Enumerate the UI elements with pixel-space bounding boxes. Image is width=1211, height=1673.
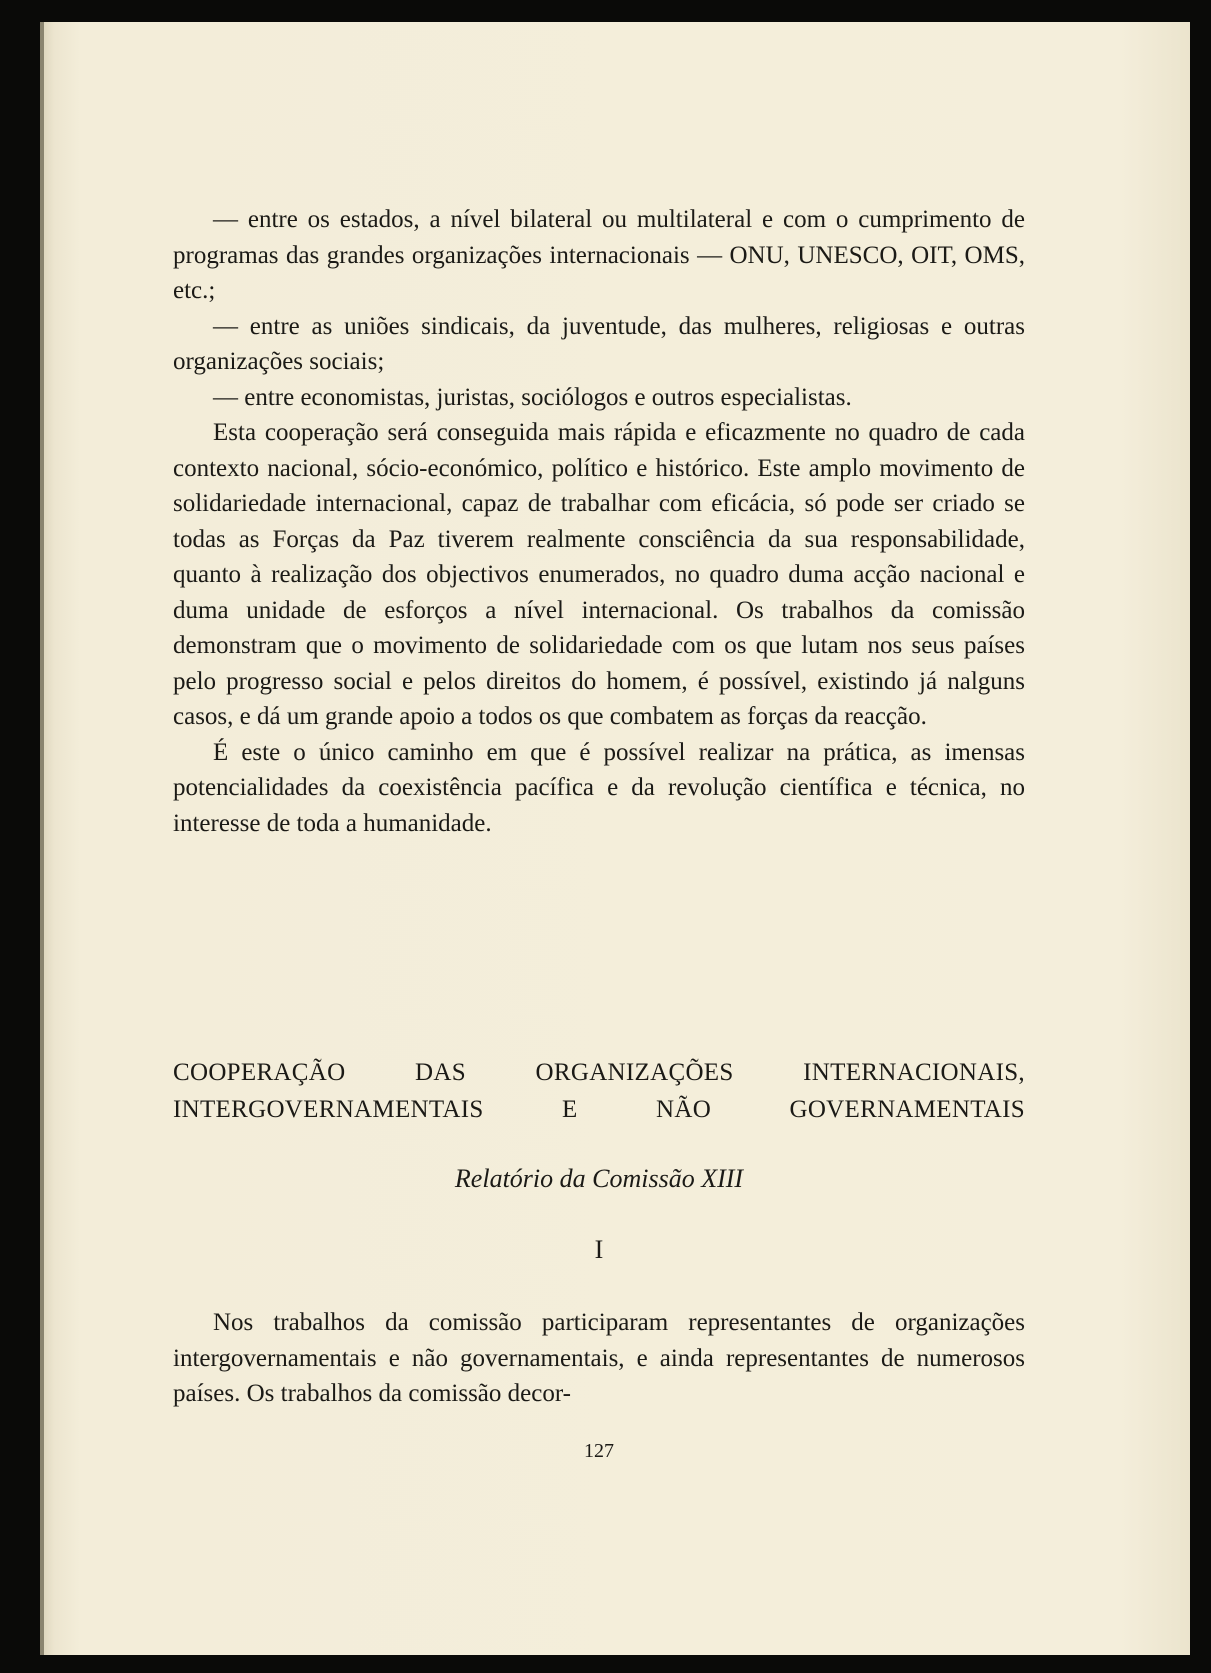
section-heading xyxy=(173,1054,1025,1128)
page-spine-edge xyxy=(40,22,44,1655)
body-text xyxy=(173,202,1025,841)
paragraph-cooperation: Esta cooperação será conseguida mais rápida e eficazmente no quadro de cada contexto nacional, sócio-económico, político e histórico. Este amplo movimento de solidariedade internacional, capaz de trabalhar com eficácia, só pode ser criado se todas as Forças da Paz tiverem realmente consciência da sua responsabilidade, quanto à realização dos objectivos enumerados, no quadro duma acção nacional e duma unidade de esforços a nível internacional. Os trabalhos da comissão demonstram que o movimento de solidariedade com os que lutam nos seus países pelo progresso social e pelos direitos do homem, é possível, existindo já nalguns casos, e dá um grande apoio a todos os que combatem as forças da reacção. xyxy=(173,419,1025,730)
section-subtitle: Relatório da Comissão XIII xyxy=(454,1164,744,1193)
paragraph-conclusion: É este o único caminho em que é possível realizar na prática, as imensas potencialidades da coexistência pacífica e da revolução científica e técnica, no interesse de toda a humanidade. xyxy=(173,738,1025,837)
list-item-specialists: — entre economistas, juristas, sociólogos e outros especialistas. xyxy=(213,383,852,411)
list-item-unions: — entre as uniões sindicais, da juventude, das mulheres, religiosas e outras organizações sociais; xyxy=(173,312,1025,375)
list-item-states: — entre os estados, a nível bilateral ou multilateral e com o cumprimento de programas das grandes organizações internacionais — ONU, UNESCO, OIT, OMS, etc.; xyxy=(173,206,1025,304)
book-page xyxy=(40,22,1190,1655)
paragraph-participants: Nos trabalhos da comissão participaram representantes de organizações intergovernamentais e não governamentais, e ainda representantes de numerosos países. Os trabalhos da comissão decor- xyxy=(173,1309,1025,1407)
part-number: I xyxy=(594,1235,604,1264)
page-number: 127 xyxy=(584,1440,614,1462)
section-heading-line-1: COOPERAÇÃO DAS ORGANIZAÇÕES INTERNACIONAIS, xyxy=(173,1059,1025,1086)
section-body-text xyxy=(173,1305,1025,1412)
section-heading-line-2: INTERGOVERNAMENTAIS E NÃO GOVERNAMENTAIS xyxy=(173,1096,1025,1123)
